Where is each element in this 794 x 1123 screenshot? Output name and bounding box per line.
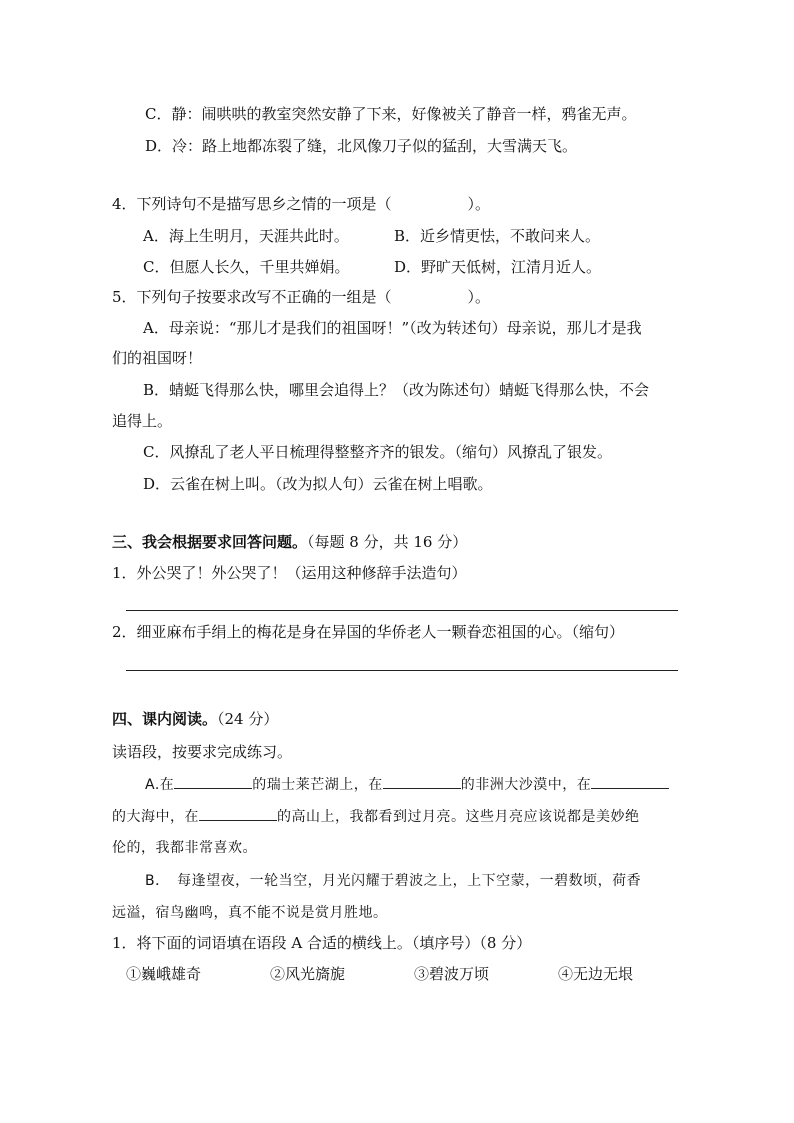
passage-b-line1: B． 每逢望夜，一轮当空，月光闪耀于碧波之上，上下空蒙，一碧数顷，荷香: [145, 873, 642, 889]
section3-title: 三、我会根据要求回答问题。: [112, 533, 308, 551]
q3-option-d: D．冷：路上地都冻裂了缝，北风像刀子似的猛刮，大雪满天飞。: [145, 137, 578, 155]
choice-1: ①巍峨雄奇: [126, 965, 202, 983]
q4-stem: [112, 194, 490, 214]
section4-q1: 1．将下面的词语填在语段 A 合适的横线上。（填序号）（8 分）: [112, 934, 532, 952]
choice-3: ③碧波万顷: [414, 965, 490, 983]
q5-option-b-line2: 追得上。: [112, 412, 173, 430]
passage-a-blank-4[interactable]: [199, 806, 277, 821]
passage-a-blank-1[interactable]: [174, 774, 252, 789]
passage-a-line3: 伦的，我都非常喜欢。: [112, 840, 257, 856]
q4-option-c: C．但愿人长久，千里共婵娟。: [143, 258, 350, 276]
section4-intro: 读语段，按要求完成练习。: [112, 743, 293, 761]
passage-b-line2: 远溢，宿鸟幽鸣，真不能不说是赏月胜地。: [112, 905, 388, 921]
passage-a-text-3: 的非洲大沙漠中，在: [460, 777, 592, 793]
passage-a-blank-2[interactable]: [383, 774, 461, 789]
section3-score: （每题 8 分，共 16 分）: [307, 533, 468, 551]
passage-a-text-4: 的大海中，在: [112, 809, 199, 825]
passage-a-text-1: A.在: [145, 777, 175, 793]
q5-option-c: C．风撩乱了老人平日梳理得整整齐齐的银发。（缩句）风撩乱了银发。: [143, 443, 612, 461]
choice-2: ②风光旖旎: [270, 965, 346, 983]
q5-option-a-line2: 们的祖国呀！: [112, 349, 203, 367]
q3-option-c: C．静：闹哄哄的教室突然安静了下来，好像被关了静音一样，鸦雀无声。: [145, 105, 637, 123]
section3-q1: 1．外公哭了！外公哭了！（运用这种修辞手法造句）: [112, 564, 467, 582]
section4-title: 四、课内阅读。: [112, 710, 218, 728]
passage-a-line1: [145, 774, 669, 795]
section3-heading: [112, 532, 467, 552]
section3-q2: 2．细亚麻布手绢上的梅花是身在异国的华侨老人一颗眷恋祖国的心。（缩句）: [112, 623, 625, 641]
q5-stem-end: ）。: [467, 288, 491, 306]
section4-score: （24 分）: [217, 710, 279, 728]
passage-a-line2: [112, 806, 640, 827]
passage-a-blank-3[interactable]: [591, 774, 669, 789]
q5-stem-text: 5．下列句子按要求改写不正确的一组是（: [112, 288, 392, 306]
q4-stem-text: 4．下列诗句不是描写思乡之情的一项是（: [112, 195, 392, 213]
section3-q2-answer-line[interactable]: [126, 670, 678, 671]
q4-option-d: D．野旷天低树，江清月近人。: [394, 258, 602, 276]
q4-option-a: A．海上生明月，天涯共此时。: [143, 227, 349, 245]
q5-stem: [112, 287, 490, 307]
section3-q1-answer-line[interactable]: [126, 610, 678, 611]
section4-heading: [112, 709, 278, 729]
q5-option-b-line1: B．蜻蜓飞得那么快，哪里会追得上？（改为陈述句）蜻蜓飞得那么快，不会: [143, 381, 650, 399]
q4-stem-end: ）。: [467, 195, 491, 213]
q4-option-b: B．近乡情更怯，不敢问来人。: [394, 227, 601, 245]
choice-4: ④无边无垠: [558, 965, 634, 983]
q5-option-d: D．云雀在树上叫。（改为拟人句）云雀在树上唱歌。: [143, 475, 493, 493]
passage-a-text-2: 的瑞士莱芒湖上，在: [252, 777, 383, 793]
passage-a-text-5: 的高山上，我都看到过月亮。这些月亮应该说都是美妙绝: [277, 809, 640, 825]
q5-option-a-line1: A．母亲说：“那儿才是我们的祖国呀！”（改为转述句）母亲说，那儿才是我: [143, 319, 642, 337]
